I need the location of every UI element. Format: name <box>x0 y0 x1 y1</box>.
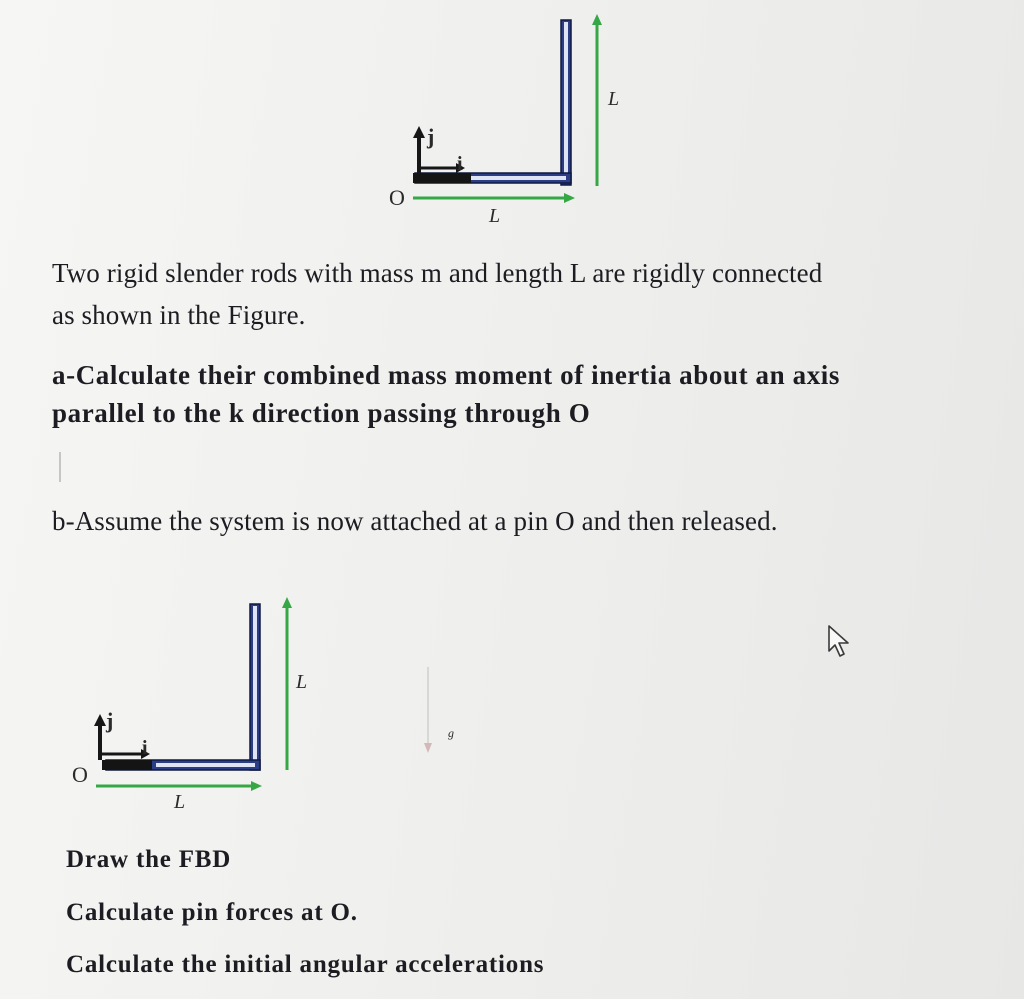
text-caret <box>59 452 61 482</box>
mouse-cursor-icon <box>826 624 856 665</box>
bottom-label-O: O <box>72 762 88 787</box>
bottom-label-L-horizontal: L <box>174 791 186 813</box>
gravity-indicator <box>420 665 470 765</box>
bottom-label-j: j <box>106 708 114 733</box>
top-label-O: O <box>389 185 405 210</box>
task-draw-fbd: Draw the FBD <box>66 846 232 873</box>
top-label-L-vertical: L <box>608 88 620 110</box>
bottom-label-i: i <box>142 737 148 759</box>
pin-end-segment <box>102 760 152 770</box>
bottom-label-L-vertical: L <box>296 671 308 693</box>
bottom-rods-diagram <box>62 590 322 820</box>
part-b-line: b-Assume the system is now attached at a pin O and then released. <box>52 506 778 536</box>
top-rods-diagram <box>385 10 625 235</box>
task-angular-accelerations: Calculate the initial angular accelerations <box>66 951 545 978</box>
top-label-L-horizontal: L <box>489 205 501 227</box>
bottom-rods-figure <box>62 590 322 820</box>
statement-line-1: Two rigid slender rods with mass m and length L are rigidly connected <box>52 258 823 288</box>
top-rods-figure <box>385 10 625 235</box>
top-label-i: i <box>457 153 463 175</box>
gravity-label-g: g <box>448 726 454 740</box>
part-a-line-2: parallel to the k direction passing through O <box>52 398 591 428</box>
top-label-j: j <box>427 124 435 149</box>
task-pin-forces: Calculate pin forces at O. <box>66 899 358 926</box>
gravity-arrow <box>420 665 470 760</box>
part-a-line-1: a-Calculate their combined mass moment of inertia about an axis <box>52 360 841 390</box>
statement-line-2: as shown in the Figure. <box>52 300 306 330</box>
